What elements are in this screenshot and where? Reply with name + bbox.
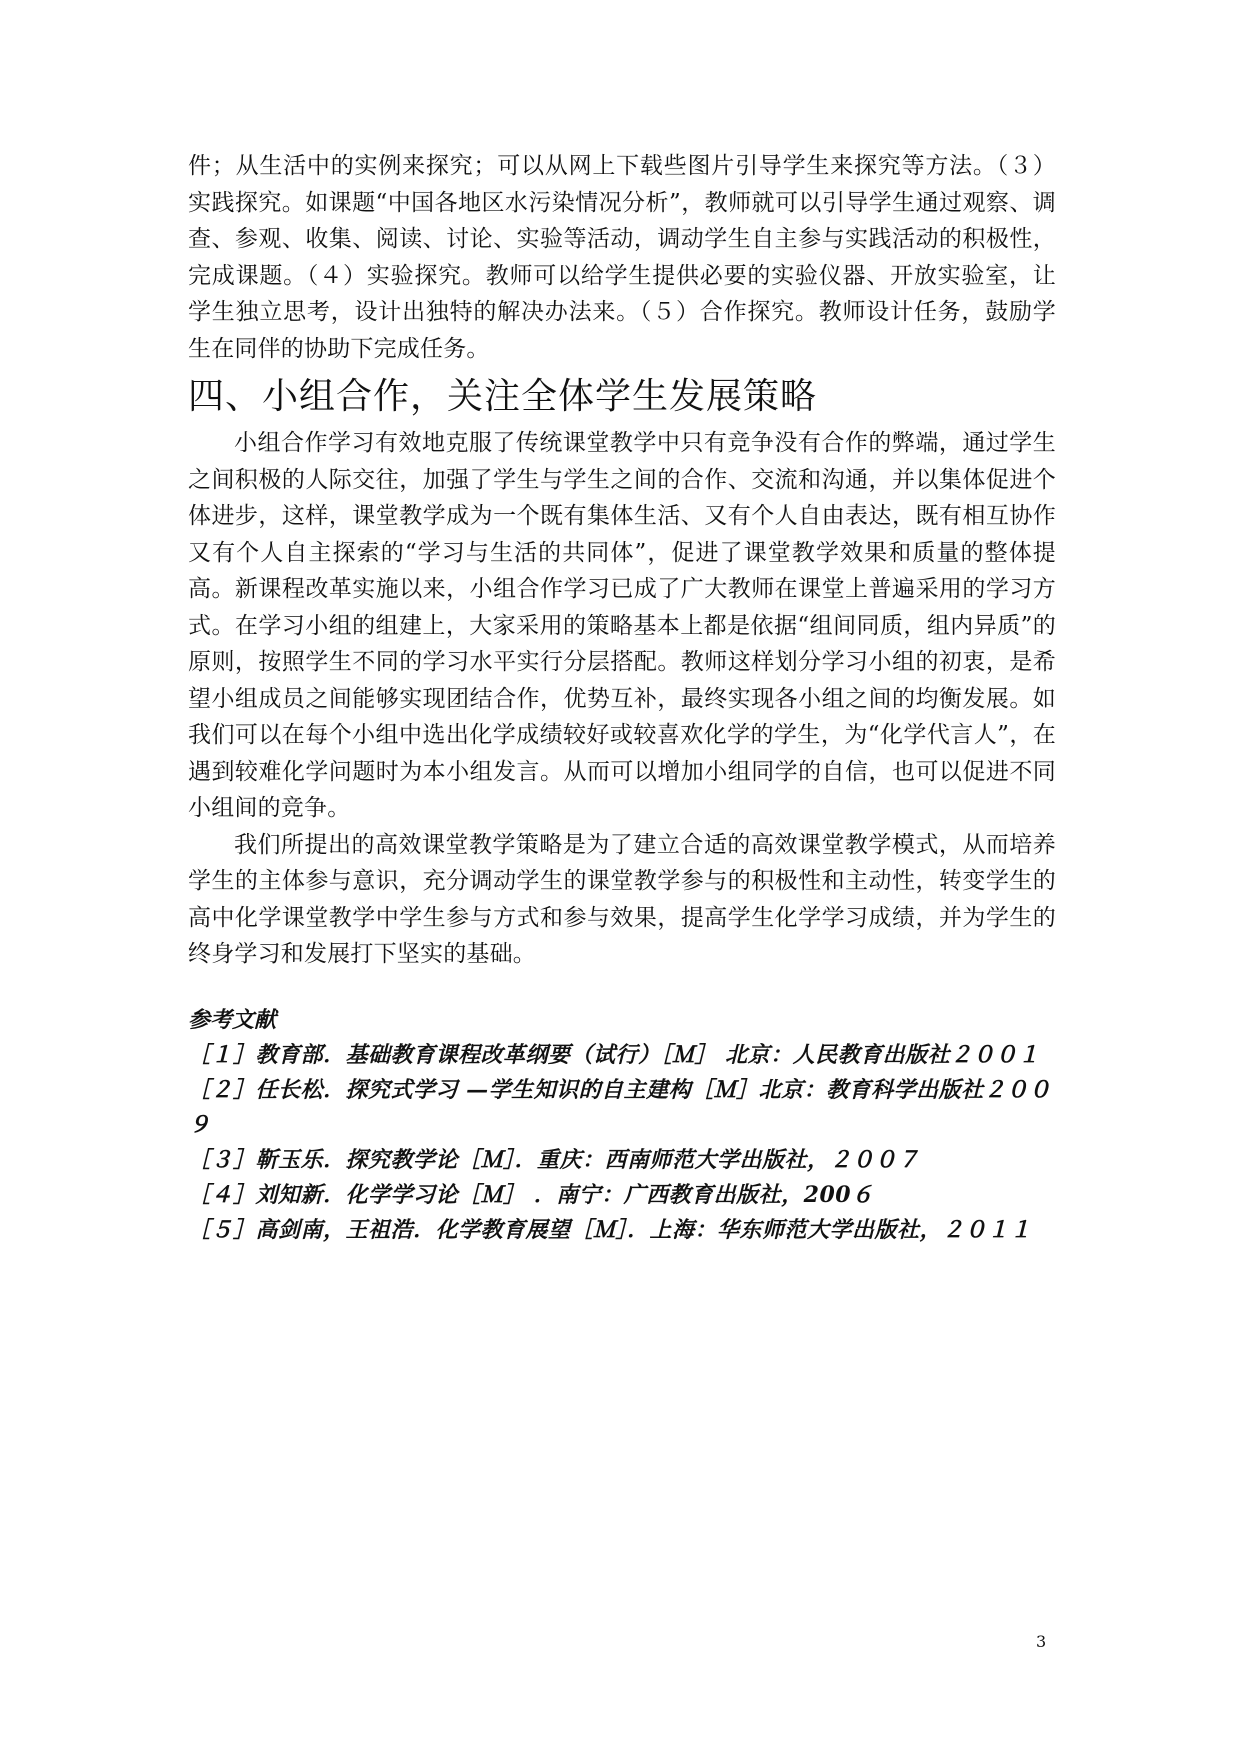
reference-item: ［２］任长松．探究式学习 —学生知识的自主建构［Ｍ］北京：教育科学出版社２００９ bbox=[188, 1077, 1052, 1138]
page-number: 3 bbox=[1036, 1632, 1047, 1651]
continuation-paragraph: 件；从生活中的实例来探究；可以从网上下载些图片引导学生来探究等方法。（３）实践探究。如课题“中国各地区水污染情况分析”，教师就可以引导学生通过观察、调查、参观、收集、阅读、讨论、实验等活动，调动学生自主参与实践活动的积极性，完成课题。（４）实验探究。教师可以给学生提供必要的实验仪器、开放实验室，让学生独立思考，设计出独特的解决办法来。（５）合作探究。教师设计任务，鼓励学生在同伴的协助下完成任务。 bbox=[188, 153, 1056, 362]
reference-item: ［１］教育部．基础教育课程改革纲要（试行）［Ｍ］ 北京：人民教育出版社２００１ bbox=[188, 1042, 1041, 1068]
reference-item: ［４］刘知新．化学学习论［Ｍ］ ．南宁：广西教育出版社，200６ bbox=[188, 1182, 874, 1208]
section-heading: 四、小组合作，关注全体学生发展策略 bbox=[188, 376, 818, 417]
group-work-paragraph: 小组合作学习有效地克服了传统课堂教学中只有竞争没有合作的弊端，通过学生之间积极的人际交往，加强了学生与学生之间的合作、交流和沟通，并以集体促进个体进步，这样，课堂教学成为一个既有集体生活、又有个人自由表达，既有相互协作又有个人自主探索的“学习与生活的共同体”，促进了课堂教学效果和质量的整体提高。新课程改革实施以来，小组合作学习已成了广大教师在课堂上普遍采用的学习方式。在学习小组的组建上，大家采用的策略基本上都是依据“组间同质，组内异质”的原则，按照学生不同的学习水平实行分层搭配。教师这样划分学习小组的初衷，是希望小组成员之间能够实现团结合作，优势互补，最终实现各小组之间的均衡发展。如我们可以在每个小组中选出化学成绩较好或较喜欢化学的学生，为“化学代言人”，在遇到较难化学问题时为本小组发言。从而可以增加小组同学的自信，也可以促进不同小组间的竞争。 bbox=[188, 430, 1056, 821]
main-body bbox=[188, 148, 1056, 973]
reference-item: ［５］高剑南，王祖浩．化学教育展望［Ｍ］．上海：华东师范大学出版社，２０１１ bbox=[188, 1217, 1033, 1243]
references-section bbox=[188, 1003, 1056, 1248]
conclusion-paragraph: 我们所提出的高效课堂教学策略是为了建立合适的高效课堂教学模式，从而培养学生的主体参与意识，充分调动学生的课堂教学参与的积极性和主动性，转变学生的高中化学课堂教学中学生参与方式和参与效果，提高学生化学学习成绩，并为学生的终身学习和发展打下坚实的基础。 bbox=[188, 831, 1056, 967]
reference-item: ［３］靳玉乐．探究教学论［Ｍ］．重庆：西南师范大学出版社，２００７ bbox=[188, 1147, 920, 1173]
references-title: 参考文献 bbox=[188, 1007, 277, 1033]
